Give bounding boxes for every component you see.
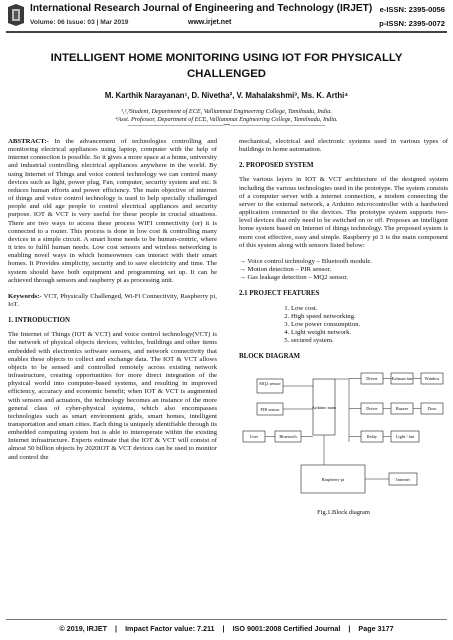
features-heading: 2.1 PROJECT FEATURES [239, 290, 320, 298]
footer-copyright: © 2019, IRJET [59, 624, 108, 633]
feature-item: 5. secured system. [291, 337, 448, 345]
paper-title: INTELLIGENT HOME MONITORING USING IOT FOR PHYSICALLY CHALLENGED [50, 52, 403, 80]
abstract-label: ABSTRACT:- [8, 138, 49, 145]
label-mq2: MQ2 sensor [259, 381, 281, 387]
continued-text: mechanical, electrical and electronic systems used in various types of buildings in home automation. [239, 138, 448, 154]
abstract-text: In the advancement of technologies controlling and monitoring electrical appliances using laptop, computer with the help of internet connection is possible. So it gives a more space at a home, university and industrial controlling electrical appliances anywhere in the world. By using Internet of Things and voice control technology we can control many devices such as light, power plug, Fan, computer, security system and etc. It reduces human efforts and power efficiency. The main objective of internet of things and voice control technology is used to help specially challenged people and old age people to control electrical appliances and security purpose. IOT & VCT is very useful for these people in crucial situations. There are two ways to access these process WIFI connectivity (or) it is connected to a router. This process is done in low cost & controlling many devices in a simple circuit. A smart home needs to be human-centric, where it tries to fulfil human needs. Low cost sensors and wireless networking is enabling novel ways in which homeowners can interact with their smart homes. It Provides simplicity, security and to save electricity and time. The system should have both equipment and programming set up. It can be achieved through sensors and raspberry pi as processing unit. [8, 138, 218, 284]
right-column [239, 138, 448, 518]
label-window: Window [424, 376, 440, 382]
features-list [239, 305, 448, 346]
abstract [8, 138, 217, 285]
label-buzzer: Buzzer [395, 406, 409, 412]
keywords [8, 293, 217, 309]
block-diagram-heading: BLOCK DIAGRAM [239, 353, 301, 361]
left-column [8, 138, 217, 470]
header-rule [6, 31, 447, 33]
pissn: p-ISSN: 2395-0072 [379, 19, 445, 28]
intro-heading: 1. INTRODUCTION [8, 317, 71, 325]
footer-page: Page 3177 [358, 624, 394, 633]
intro-text: The Internet of Things (IOT & VCT) and voice control technology(VCT) is the network of physical objects devices, vehicles, buildings and other items embedded with electronics software sensors, and network connectivity that enables these objects to collect and exchange data. The IOT & VCT allows objects to be sensed and controlled remotely across existing network infrastructure, creating opportunities for more direct integration of the physical world into computer-based systems, and resulting in improved efficiency, accuracy and economic benefit; when IOT & VCT is augmented with sensors and actuators, the technology becomes an instance of the more general class of cyber-physical systems, which also encompasses technologies such as smart environment grids, smart homes, intelligent transportation and smart cities. Each thing is uniquely identifiable through its embedded computing system but is able to interoperate within the existing Internet infrastructure. Experts estimate that the IOT & VCT will consist of almost 50 billion objects by 2020IOT & VCT devices can be used to monitor and control the [8, 331, 217, 461]
label-raspberry: Raspberry pi [321, 477, 345, 483]
tech-item: → Gas leakage detection – MQ2 sensor. [239, 274, 348, 282]
feature-item: 3. Low power consumption. [291, 321, 448, 329]
label-arduino: Arduino nano [311, 405, 337, 411]
page-footer: © 2019, IRJET | Impact Factor value: 7.211 | ISO 9001:2008 Certified Journal | Page 3177 [59, 624, 394, 633]
feature-item: 4. Light weight network. [291, 329, 448, 337]
label-driver2: Driver [366, 406, 378, 412]
section-separator: ----------------------------------------------------------------------***---------------------------------------------------------------------- [127, 124, 326, 129]
affiliation-students: ¹,²,³Student, Department of ECE, Valliammai Engineering College, Tamilnadu, India. [121, 108, 332, 115]
technology-list [239, 258, 448, 282]
feature-item: 2. High speed networking. [291, 313, 448, 321]
irjet-logo [6, 3, 26, 27]
label-exhaust: Exhaust fan [391, 376, 413, 382]
authors: M. Karthik Narayanan¹, D. Nivetha², V. Mahalakshmi³, Ms. K. Arthi⁴ [104, 91, 349, 100]
label-light-fan: Light / fan [395, 434, 415, 440]
journal-header [0, 0, 453, 48]
footer-iso: ISO 9001:2008 Certified Journal [232, 624, 341, 633]
keywords-label: Keywords:- [8, 292, 42, 300]
feature-item: 1. Low cost. [291, 305, 448, 313]
label-relay: Relay [366, 434, 378, 440]
keywords-text: VCT, Physically Challenged, Wi-Fi Connectivity, Raspberry pi, IoT. [8, 292, 217, 308]
footer-rule [6, 619, 447, 620]
label-user: User [249, 434, 259, 440]
label-bluetooth: Bluetooth [279, 434, 297, 440]
tech-item: → Motion detection – PIR sensor. [239, 266, 332, 274]
label-door: Door [427, 406, 437, 412]
tech-item: → Voice control technology – Bluetooth module. [239, 257, 373, 265]
volume-issue: Volume: 06 Issue: 03 | Mar 2019 [30, 19, 129, 26]
proposed-heading: 2. PROPOSED SYSTEM [239, 162, 314, 170]
eissn: e-ISSN: 2395-0056 [379, 5, 445, 14]
label-pir: PIR sensor [260, 407, 280, 413]
footer-impact: Impact Factor value: 7.211 [125, 624, 215, 633]
journal-website: www.irjet.net [188, 19, 232, 26]
figure-caption: Fig.1.Block diagram [317, 509, 370, 517]
affiliation-professor: ⁴Asst. Professor, Department of ECE, Valliammai Engineering College, Tamilnadu, India. [115, 116, 338, 123]
block-diagram [239, 367, 447, 519]
label-internet: Internet [396, 477, 410, 483]
label-driver1: Driver [366, 376, 378, 382]
journal-name: International Research Journal of Engineering and Technology (IRJET) [30, 3, 373, 14]
proposed-text: The various layers in IOT & VCT architecture of the designed system including the various technologies used in the prototype. The system consists of a computer server with a internet connection, a modem connecting the server to the external network, a Arduino microcontroller with a hardwired application connected to the devices. The prototype system supports two-level devices that only need to be switched on or off. Proposes an intelligent home system based on Internet of things technology. The proposed system is more cost effective, easy and simple. Raspberry pi 3 is the main component of this system along with sensors listed below: [239, 176, 448, 249]
